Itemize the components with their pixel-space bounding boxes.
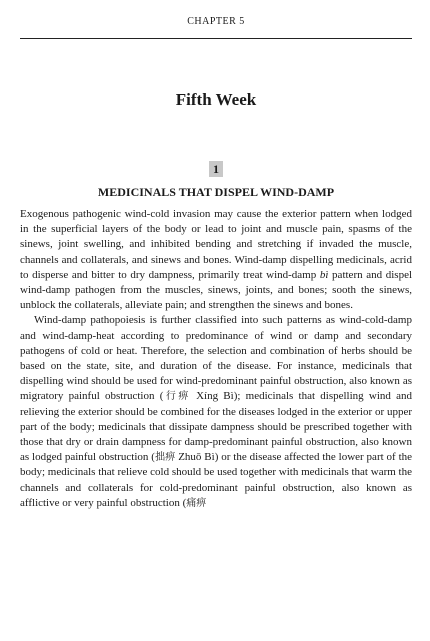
page-title: Fifth Week	[175, 90, 257, 109]
paragraph-2-chinese-term-3: 痛痹	[186, 497, 207, 509]
running-head: CHAPTER 5	[187, 16, 245, 27]
paragraph-2-chinese-term-1: 行痹	[163, 391, 191, 403]
section-number: 1	[209, 161, 223, 177]
section-title: MEDICINALS THAT DISPEL WIND-DAMP	[97, 185, 335, 199]
paragraph-2-text-3: Zhuō Bì) or the disease affected the lower part of the body; medicinals that relieve cold should be used together with medicinals that warm the channels and collaterals for cold-predominant painful obstruction, also known as afflictive or very painful obstruction (	[20, 451, 413, 509]
paragraph-1-text-1: Exogenous pathogenic wind-cold invasion may cause the exterior pattern when lodged in the superficial layers of the body or lead to joint and muscle pain, spasms of the sinews, joint swelling, and inhibited bending and stretching if invaded the muscle, channels and collaterals, and sinews and bones. Wind-damp dispelling medicinals, acrid to disperse and bitter to dry dampness, primarily treat wind-damp	[20, 208, 412, 281]
section-number-wrapper	[20, 161, 412, 177]
header-rule	[20, 38, 412, 39]
body-text	[20, 207, 412, 511]
paragraph-1-text-2: pattern and dispel wind-damp pathogen from the muscles, sinews, joints, and bones; sooth the sinews, unblock the collaterals, alleviate pain; and strengthen the sinews and bones.	[20, 268, 413, 312]
paragraph-2-text-2: Xíng Bì); medicinals that dispelling wind and relieving the exterior should be combined for the diseases lodged in the exterior or upper part of the body; medicinals that dissipate dampness should be prescribed together with those that dry or drain dampness for damp-predominant painful obstruction, also known as lodged painful obstruction (	[20, 390, 412, 464]
paragraph-2-text-1: Wind-damp pathopoiesis is further classified into such patterns as wind-cold-damp and wind-damp-heat according to predominance of wind or damp and secondary pathogens of cold or heat. Therefore, the selection and combination of herbs should be based on the state, site, and duration of the disease. For instance, medicinals that dispelling wind should be used for wind-predominant painful obstruction, also known as migratory painful obstruction (	[20, 314, 412, 403]
paragraph-2	[20, 313, 412, 511]
paragraph-1	[20, 207, 412, 313]
paragraph-1-italic-term: bì	[319, 268, 329, 281]
paragraph-2-chinese-term-2: 拙痹	[154, 452, 176, 464]
